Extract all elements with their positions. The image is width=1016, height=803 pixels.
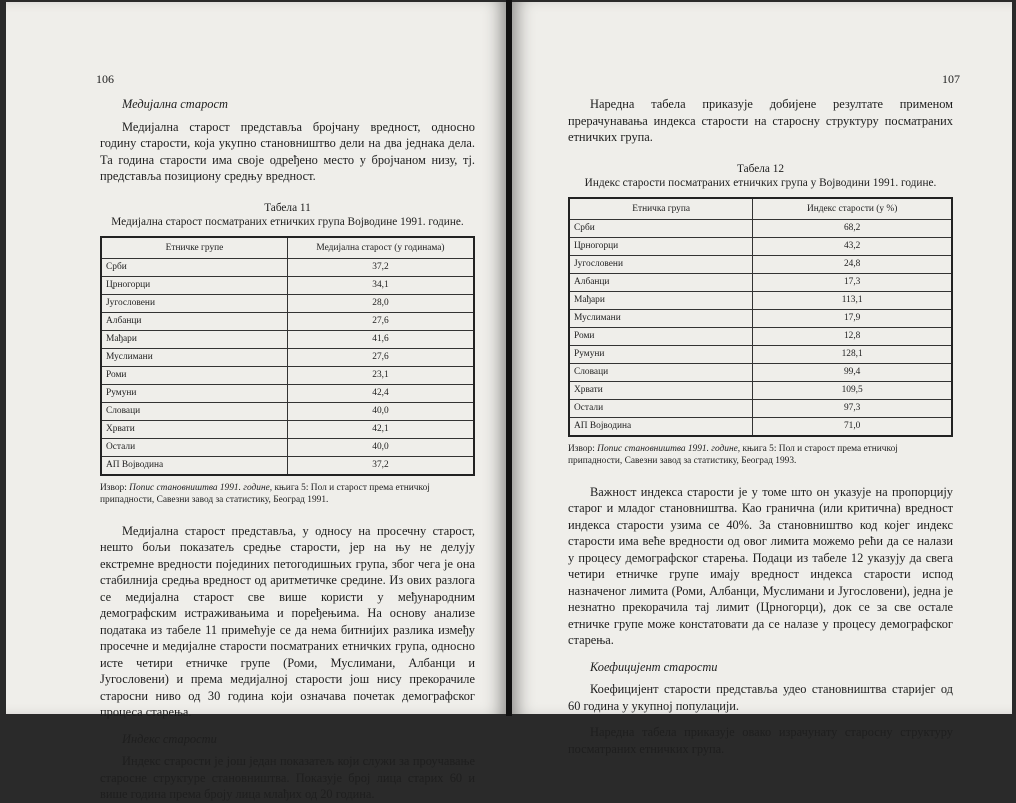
page-number: 107 (942, 72, 960, 86)
value-cell: 28,0 (288, 294, 475, 312)
table-caption-title: Индекс старости посматраних етничких група у Војводини 1991. године. (584, 177, 937, 189)
value-cell: 40,0 (288, 402, 475, 420)
source-prefix: Извор: (100, 482, 130, 493)
table-row (569, 291, 952, 309)
ethnic-group-cell: АП Војводина (101, 456, 288, 475)
value-cell: 109,5 (753, 381, 952, 399)
table-row (101, 384, 474, 402)
table-row (101, 456, 474, 475)
source-title: Попис становништва 1991. године, (129, 482, 273, 493)
section-title: Коефицијент старости (590, 659, 718, 674)
paragraph: Медијална старост представља, у односу на просечну старост, нешто бољи показатељ средње старости, јер на њу не делују екстремне вредности појединих петогодишњих група, због чега је она стабилнија средња вредност од аритметичке средине. Из ових разлога се медијална старост све више користи у међународним демографским истраживањима и поређењима. На основу анализе података из табеле 11 примећује се да нема битнијих разлика између просечне и медијалне старости посматраних етничких група, односно исте четири етничке групе (Роми, Муслимани, Албанци и Југословени) и према медијалној старости још нису прекорачиле старосни ниво од 30 година који означава почетак демографског процеса старења. (100, 523, 475, 719)
table-row (569, 273, 952, 291)
ethnic-group-cell: Југословени (101, 294, 288, 312)
ethnic-group-cell: Срби (569, 219, 753, 237)
page-number: 106 (96, 72, 114, 86)
paragraph: Важност индекса старости је у томе што он указује на пропорцију старог и младог становништва. Као гранична (или критична) вредност индекса старости узима се 40%. За становништво код којег индекс старости има веће вредности од овог лимита можемо рећи да се налази у процесу демографског старења. Подаци из табеле 12 указују да свега четири етничке групе имају вредност индекса старости испод назначеног лимита (Роми, Албанци, Муслимани и Југословени), једна је незнатно прекорачила тај лимит (Црногорци), док се за све остале етничке групе може констатовати да се налазе у процесу демографског старења. (568, 484, 953, 647)
table-row (101, 366, 474, 384)
column-header: Етничке групе (101, 237, 288, 259)
ethnic-group-cell: Југословени (569, 255, 753, 273)
table-header-row (569, 198, 952, 220)
ethnic-group-cell: Роми (101, 366, 288, 384)
table-row (101, 348, 474, 366)
table-row (569, 399, 952, 417)
ethnic-group-cell: Црногорци (101, 276, 288, 294)
paragraph: Наредна табела приказује добијене резултате применом прерачунавања индекса старости на старосну структуру посматраних етничких група. (568, 97, 953, 144)
table-row (569, 363, 952, 381)
left-page (6, 2, 506, 801)
value-cell: 113,1 (753, 291, 952, 309)
ethnic-group-cell: Албанци (101, 312, 288, 330)
value-cell: 17,9 (753, 309, 952, 327)
value-cell: 12,8 (753, 327, 952, 345)
value-cell: 23,1 (288, 366, 475, 384)
value-cell: 27,6 (288, 312, 475, 330)
value-cell: 40,0 (288, 438, 475, 456)
value-cell: 42,1 (288, 420, 475, 438)
paragraph: Наредна табела приказује овако израчунату старосну структуру посматраних етничких група. (568, 725, 953, 756)
table-source (568, 443, 953, 468)
aging-index-table (568, 197, 953, 437)
value-cell: 43,2 (753, 237, 952, 255)
table-row (101, 258, 474, 276)
ethnic-group-cell: Остали (569, 399, 753, 417)
left-page-content (100, 96, 475, 803)
value-cell: 34,1 (288, 276, 475, 294)
ethnic-group-cell: Хрвати (569, 381, 753, 399)
section-title: Индекс старости (122, 731, 217, 746)
ethnic-group-cell: Муслимани (569, 309, 753, 327)
table-row (101, 276, 474, 294)
column-header: Медијална старост (у годинама) (288, 237, 475, 259)
ethnic-group-cell: Румуни (101, 384, 288, 402)
section-title: Медијална старост (122, 97, 228, 111)
source-details: књига 5: Пол и старост према етничкој припадности, Савезни завод за статистику, Београд 1993. (568, 443, 898, 466)
table-row (569, 309, 952, 327)
paragraph: Медијална старост представља бројчану вредност, односно годину старости, која укупно становништво дели на два једнака дела. Та година старости има своје одређено место у бројчаном низу, тј. представља позициону средњу вредност. (100, 119, 475, 183)
source-prefix: Извор: (568, 443, 598, 454)
ethnic-group-cell: Срби (101, 258, 288, 276)
value-cell: 24,8 (753, 255, 952, 273)
value-cell: 17,3 (753, 273, 952, 291)
ethnic-group-cell: Мађари (569, 291, 753, 309)
ethnic-group-cell: Албанци (569, 273, 753, 291)
source-title: Попис становништва 1991. године, (597, 443, 741, 454)
table-caption-title: Медијална старост посматраних етничких група Војводине 1991. године. (111, 216, 464, 228)
table-row (101, 330, 474, 348)
table-caption-label: Табела 12 (736, 162, 785, 175)
column-header: Етничка група (569, 198, 753, 220)
value-cell: 97,3 (753, 399, 952, 417)
table-row (101, 420, 474, 438)
right-page-content (568, 96, 953, 757)
median-age-table (100, 236, 475, 476)
table-header-row (101, 237, 474, 259)
ethnic-group-cell: АП Војводина (569, 417, 753, 436)
ethnic-group-cell: Румуни (569, 345, 753, 363)
ethnic-group-cell: Црногорци (569, 237, 753, 255)
paragraph: Индекс старости је још један показатељ који служи за проучавање старосне структуре становништва. Показује број лица старих 60 и више година према броју лица млађих од 20 година. (100, 754, 475, 801)
table-row (569, 327, 952, 345)
table-row (569, 219, 952, 237)
value-cell: 68,2 (753, 219, 952, 237)
ethnic-group-cell: Остали (101, 438, 288, 456)
table-caption-label: Табела 11 (264, 201, 311, 214)
value-cell: 71,0 (753, 417, 952, 436)
table-source (100, 482, 475, 507)
paragraph: Коефицијент старости представља удео становништва старијег од 60 година у укупној популацији. (568, 682, 953, 713)
right-page (512, 2, 1012, 756)
ethnic-group-cell: Мађари (101, 330, 288, 348)
ethnic-group-cell: Хрвати (101, 420, 288, 438)
table-row (101, 438, 474, 456)
table-row (101, 312, 474, 330)
value-cell: 41,6 (288, 330, 475, 348)
value-cell: 42,4 (288, 384, 475, 402)
table-row (569, 237, 952, 255)
table-row (101, 402, 474, 420)
table-row (569, 255, 952, 273)
table-row (569, 417, 952, 436)
source-details: књига 5: Пол и старост према етничкој припадности, Савезни завод за статистику, Београд 1991. (100, 482, 430, 505)
value-cell: 128,1 (753, 345, 952, 363)
value-cell: 27,6 (288, 348, 475, 366)
ethnic-group-cell: Словаци (101, 402, 288, 420)
value-cell: 99,4 (753, 363, 952, 381)
table-row (569, 381, 952, 399)
table-row (569, 345, 952, 363)
table-row (101, 294, 474, 312)
ethnic-group-cell: Словаци (569, 363, 753, 381)
ethnic-group-cell: Роми (569, 327, 753, 345)
ethnic-group-cell: Муслимани (101, 348, 288, 366)
value-cell: 37,2 (288, 258, 475, 276)
value-cell: 37,2 (288, 456, 475, 475)
column-header: Индекс старости (у %) (753, 198, 952, 220)
